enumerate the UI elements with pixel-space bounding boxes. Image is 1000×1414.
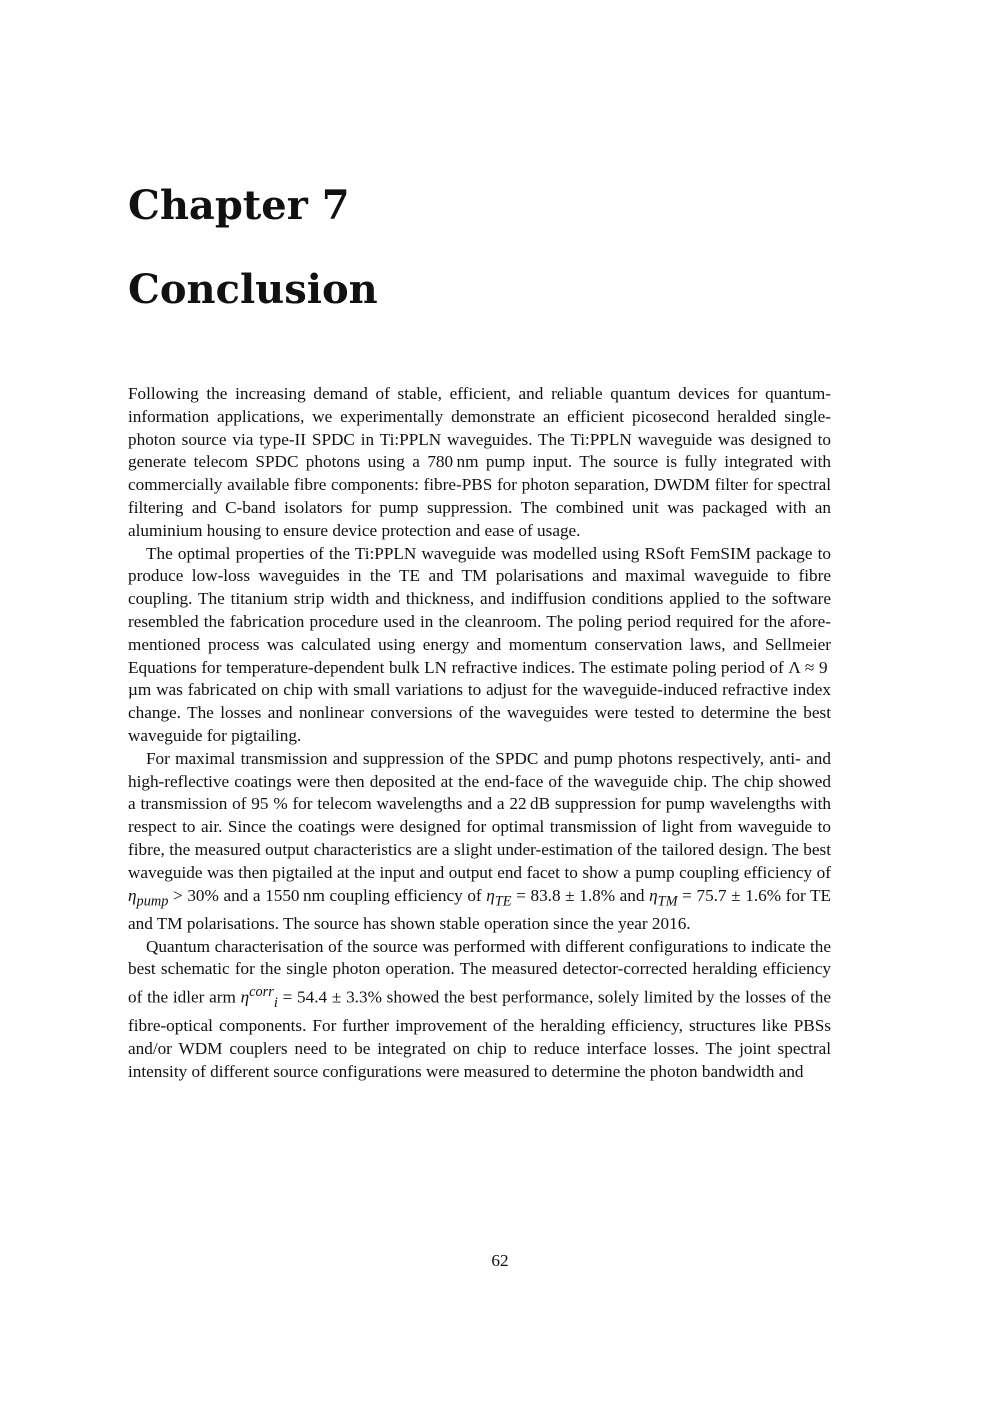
paragraph xyxy=(128,748,831,936)
text-run: = 54.4 ± 3.3% showed the best performance, solely limited by the losses of the fibre-optical components. For further improvement of the heralding efficiency, structures like PBSs and/or WDM couplers need to be integrated on chip to reduce interface losses. The joint spectral intensity of different source configurations were measured to determine the photon bandwidth and xyxy=(128,987,831,1081)
text-run: Following the increasing demand of stable, efficient, and reliable quantum devices for quantum-information applications, we experimentally demonstrate an efficient picosecond heralded single-photon source via type-II SPDC in Ti:PPLN waveguides. The Ti:PPLN waveguide was designed to generate telecom SPDC photons using a 780 nm pump input. The source is fully integrated with commercially available fibre components: fibre-PBS for photon separation, DWDM filter for spectral filtering and C-band isolators for pump suppression. The combined unit was packaged with an aluminium housing to ensure device protection and ease of usage. xyxy=(128,384,831,540)
text-run: > 30% and a 1550 nm coupling efficiency of xyxy=(168,885,487,905)
text-run: The optimal properties of the Ti:PPLN waveguide was modelled using RSoft FemSIM package to produce low-loss waveguides in the TE and TM polarisations and maximal waveguide to fibre coupling. The titanium strip width and thickness, and indiffusion conditions applied to the software resembled the fabrication procedure used in the cleanroom. The poling period required for the afore-mentioned process was calculated using energy and momentum conservation laws, and Sellmeier Equations for temperature-dependent bulk LN refractive indices. The estimate poling period of Λ ≈ 9 µm was fabricated on chip with small variations to adjust for the waveguide-induced refractive index change. The losses and nonlinear conversions of the waveguides were tested to determine the best waveguide for pigtailing. xyxy=(128,543,831,745)
math-symbol: η xyxy=(128,885,137,905)
body-text xyxy=(128,383,831,1084)
paragraph xyxy=(128,936,831,1084)
chapter-title: Conclusion xyxy=(128,266,378,313)
math-subscript: TE xyxy=(494,892,512,909)
math-superscript: corr xyxy=(249,984,274,1001)
math-symbol: η xyxy=(649,885,658,905)
math-symbol: η xyxy=(240,987,250,1007)
paragraph xyxy=(128,383,831,543)
math-subscript: pump xyxy=(136,892,169,909)
math-subscript: TM xyxy=(657,892,678,909)
text-run: = 75.7 ± 1.6% for TE and TM polarisations. The source has shown stable operation since the year 2016. xyxy=(128,885,832,933)
text-run: Quantum characterisation of the source was performed with different configurations to indicate the best schematic for the single photon operation. The measured detector-corrected heralding efficiency of the idler arm xyxy=(128,936,831,1007)
text-run: For maximal transmission and suppression of the SPDC and pump photons respectively, anti- and high-reflective coatings were then deposited at the end-face of the waveguide chip. The chip showed a transmission of 95 % for telecom wavelengths and a 22 dB suppression for pump wavelengths with respect to air. Since the coatings were designed for optimal transmission of light from waveguide to fibre, the measured output characteristics are a slight under-estimation of the tailored design. The best waveguide was then pigtailed at the input and output end facet to show a pump coupling efficiency of xyxy=(128,748,831,882)
math-subscript: i xyxy=(273,995,278,1012)
text-run: = 83.8 ± 1.8% and xyxy=(511,885,650,905)
chapter-label: Chapter 7 xyxy=(128,182,350,229)
paragraph xyxy=(128,543,831,748)
page-number: 62 xyxy=(491,1251,509,1270)
math-symbol: η xyxy=(486,885,495,905)
